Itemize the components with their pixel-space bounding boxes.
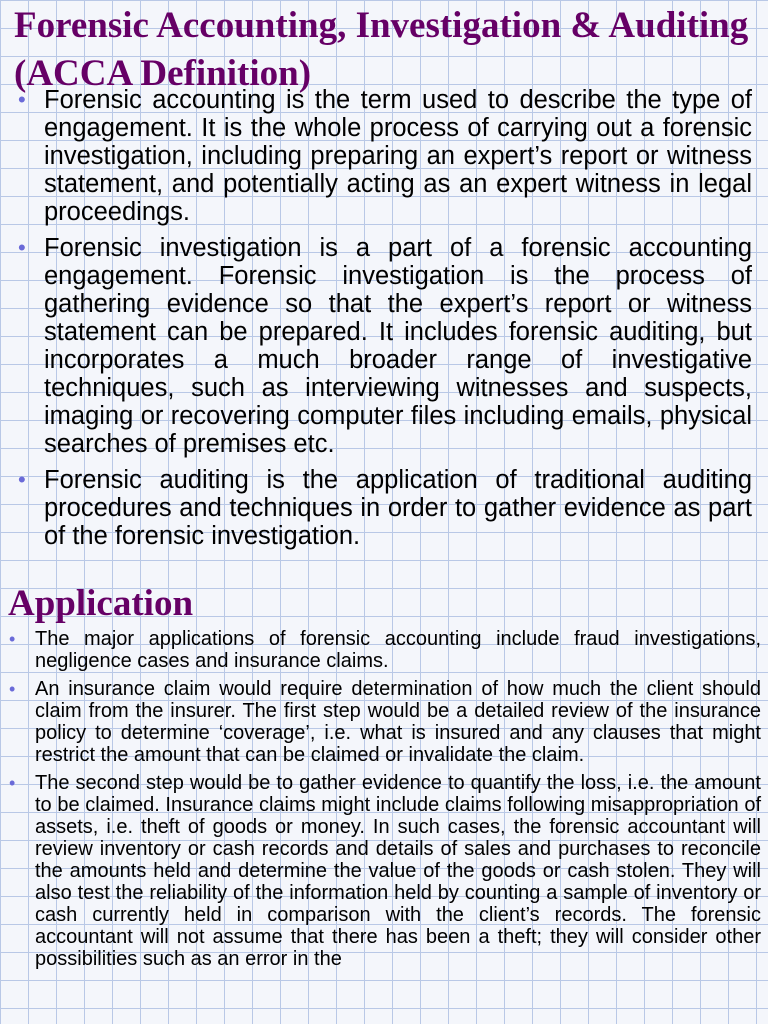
bullet-icon: • xyxy=(18,235,26,260)
list-item xyxy=(9,678,761,766)
list-item-text: Forensic auditing is the application of traditional auditing procedures and techniques in order to gather evidence as part of the forensic investigation. xyxy=(44,466,752,550)
slide-title: Application xyxy=(8,583,194,624)
list-item-text: An insurance claim would require determination of how much the client should claim from the insurer. The first step would be a detailed review of the insurance policy to determine ‘coverage’, i.e. what is insured and any clauses that might restrict the amount that can be claimed or invalidate the claim. xyxy=(35,678,761,766)
definition-list xyxy=(18,86,752,558)
list-item-text: The major applications of forensic accounting include fraud investigations, negligence cases and insurance claims. xyxy=(35,628,761,672)
slide-application xyxy=(0,578,768,1024)
list-item xyxy=(18,466,752,550)
bullet-icon: • xyxy=(9,773,16,793)
list-item xyxy=(18,86,752,226)
bullet-icon: • xyxy=(9,629,16,649)
list-item-text: The second step would be to gather evidence to quantify the loss, i.e. the amount to be claimed. Insurance claims might include claims following misappropriation of assets, i.e. theft of goods or money. In such cases, the forensic accountant will review inventory or cash records and details of sales and purchases to reconcile the amounts held and determine the value of the goods or cash stolen. They will also test the reliability of the information held by counting a sample of inventory or cash currently held in comparison with the client’s records. The forensic accountant will not assume that there has been a theft; they will consider other possibilities such as an error in the xyxy=(35,772,761,970)
bullet-icon: • xyxy=(18,87,26,112)
list-item xyxy=(9,628,761,672)
bullet-icon: • xyxy=(9,679,16,699)
list-item xyxy=(9,772,761,970)
application-list xyxy=(9,628,761,976)
bullet-icon: • xyxy=(18,467,26,492)
slide-title: Forensic Accounting, Investigation & Auditing (ACCA Definition) xyxy=(14,5,749,94)
list-item-text: Forensic investigation is a part of a forensic accounting engagement. Forensic investigation is the process of gathering evidence so that the expert’s report or witness statement can be prepared. It includes forensic auditing, but incorporates a much broader range of investigative techniques, such as interviewing witnesses and suspects, imaging or recovering computer files including emails, physical searches of premises etc. xyxy=(44,234,752,458)
list-item-text: Forensic accounting is the term used to describe the type of engagement. It is the whole process of carrying out a forensic investigation, including preparing an expert’s report or witness statement, and potentially acting as an expert witness in legal proceedings. xyxy=(44,86,752,226)
list-item xyxy=(18,234,752,458)
